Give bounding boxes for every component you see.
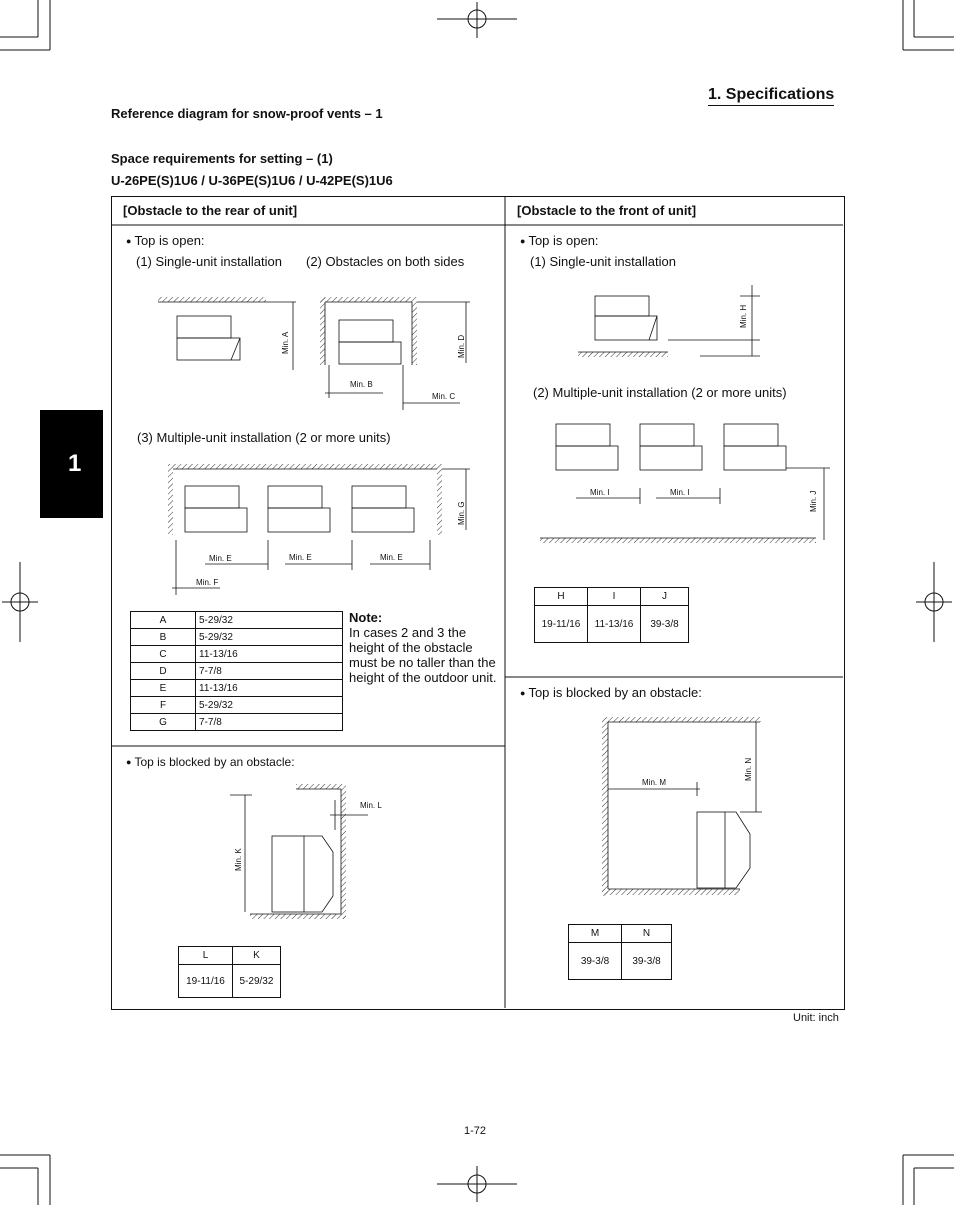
front-case1: (1) Single-unit installation — [530, 254, 676, 269]
rear-spec-table — [130, 611, 343, 731]
table-row: G 7-7/8 — [131, 714, 343, 731]
label-min-e-3: Min. E — [380, 553, 403, 562]
heading-space-requirements: Space requirements for setting – (1) — [111, 151, 333, 166]
table-row: L K — [179, 947, 281, 965]
label-min-b: Min. B — [350, 380, 373, 389]
table-row: A 5-29/32 — [131, 612, 343, 629]
table-row: 39-3/8 39-3/8 — [569, 943, 672, 980]
section-title: 1. Specifications — [708, 86, 834, 106]
table-row: E 11-13/16 — [131, 680, 343, 697]
rear-case3: (3) Multiple-unit installation (2 or more units) — [137, 430, 391, 445]
chapter-number: 1 — [68, 450, 82, 477]
label-min-j: Min. J — [809, 490, 818, 512]
rear-top-blocked: ● Top is blocked by an obstacle: — [126, 755, 295, 769]
label-min-g: Min. G — [457, 501, 466, 525]
table-row: M N — [569, 925, 672, 943]
label-min-i-2: Min. I — [670, 488, 690, 497]
table-row: F 5-29/32 — [131, 697, 343, 714]
label-min-f: Min. F — [196, 578, 219, 587]
label-min-e-2: Min. E — [289, 553, 312, 562]
label-min-h: Min. H — [739, 304, 748, 328]
label-min-d: Min. D — [457, 334, 466, 358]
table-row: 19-11/16 11-13/16 39-3/8 — [535, 606, 689, 643]
table-row: H I J — [535, 588, 689, 606]
front-top-blocked: ● Top is blocked by an obstacle: — [520, 685, 702, 700]
heading-models: U-26PE(S)1U6 / U-36PE(S)1U6 / U-42PE(S)1U6 — [111, 173, 393, 188]
table-row: B 5-29/32 — [131, 629, 343, 646]
page-number: 1-72 — [464, 1125, 487, 1137]
label-min-n: Min. N — [744, 757, 753, 781]
diagram-frame — [111, 196, 845, 1010]
note — [349, 610, 499, 685]
label-min-e-1: Min. E — [209, 554, 232, 563]
rear-case2: (2) Obstacles on both sides — [306, 254, 465, 269]
rear-case1: (1) Single-unit installation — [136, 254, 282, 269]
label-min-c: Min. C — [432, 392, 456, 401]
front-top-open: ● Top is open: — [520, 233, 599, 248]
table-row: 19-11/16 5-29/32 — [179, 965, 281, 998]
heading-snow-proof: Reference diagram for snow-proof vents – 1 — [111, 106, 383, 121]
label-min-k: Min. K — [234, 848, 243, 871]
chapter-tab — [40, 410, 103, 518]
front-blocked-table — [568, 924, 672, 980]
note-text: In cases 2 and 3 the height of the obstacle must be no taller than the height of the outdoor unit. — [349, 625, 497, 685]
label-min-m: Min. M — [642, 778, 666, 787]
unit-note: Unit: inch — [793, 1012, 839, 1024]
label-min-i-1: Min. I — [590, 488, 610, 497]
rear-blocked-table — [178, 946, 281, 998]
label-min-a: Min. A — [281, 331, 290, 354]
rear-title: [Obstacle to the rear of unit] — [123, 203, 298, 218]
front-title: [Obstacle to the front of unit] — [517, 203, 697, 218]
rear-top-open: ● Top is open: — [126, 233, 205, 248]
note-title: Note: — [349, 610, 383, 625]
front-case2: (2) Multiple-unit installation (2 or more units) — [533, 385, 787, 400]
table-row: C 11-13/16 — [131, 646, 343, 663]
table-row: D 7-7/8 — [131, 663, 343, 680]
front-spec-table — [534, 587, 689, 643]
label-min-l: Min. L — [360, 801, 382, 810]
